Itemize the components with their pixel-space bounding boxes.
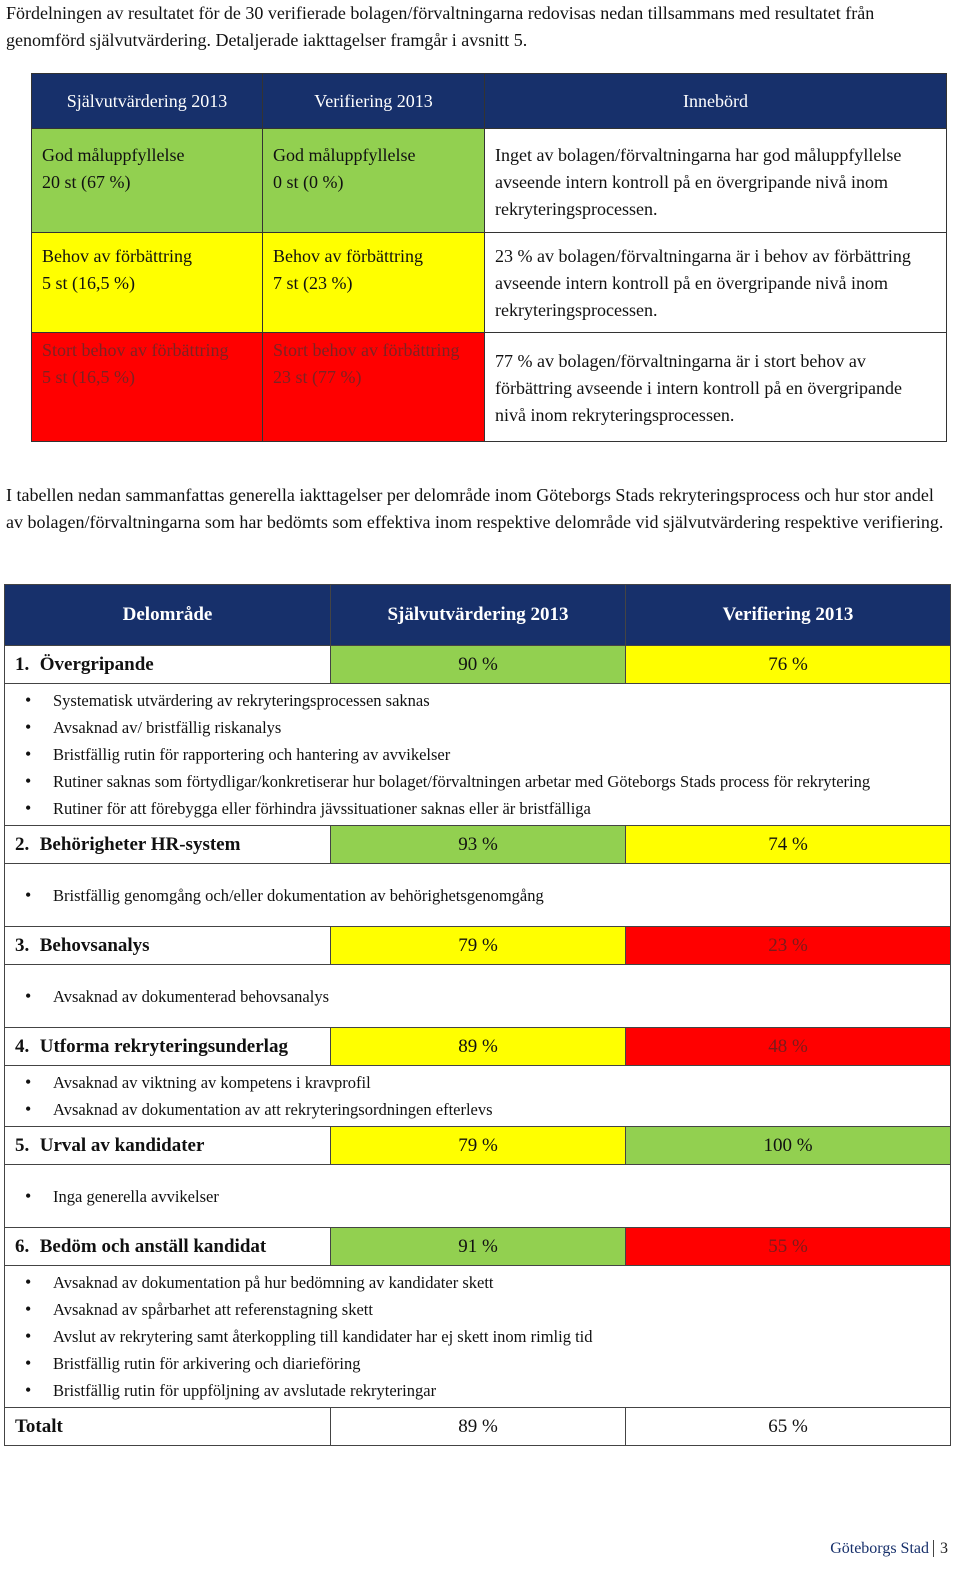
header-self-2013: Självutvärdering 2013 [331, 585, 626, 646]
section-name: 2. Behörigheter HR-system [5, 826, 331, 864]
list-item: • Avsaknad av spårbarhet att referenstagning skett [53, 1296, 950, 1323]
self-improve-value: 5 st (16,5 %) [42, 273, 135, 293]
list-item: • Rutiner för att förebygga eller förhindra jävssituationer saknas eller är bristfälliga [53, 795, 950, 822]
list-item: • Bristfällig rutin för rapportering och hantering av avvikelser [53, 741, 950, 768]
ver-major-label: Stort behov av förbättring [273, 340, 460, 360]
self-good-value: 20 st (67 %) [42, 172, 131, 192]
section-name: 5. Urval av kandidater [5, 1127, 331, 1165]
section-self-value: 89 % [331, 1028, 626, 1066]
self-good-label: God måluppfyllelse [42, 145, 185, 165]
section-ver-value: 55 % [626, 1228, 951, 1266]
list-item: • Avsaknad av dokumentation av att rekryteringsordningen efterlevs [53, 1096, 950, 1123]
list-item: • Avsaknad av dokumenterad behovsanalys [53, 983, 950, 1010]
list-item: • Avsaknad av viktning av kompetens i kravprofil [53, 1069, 950, 1096]
list-item: • Inga generella avvikelser [53, 1183, 950, 1210]
total-label: Totalt [5, 1408, 331, 1446]
section-name: 3. Behovsanalys [5, 927, 331, 965]
ver-good-label: God måluppfyllelse [273, 145, 416, 165]
header-verification: Verifiering 2013 [263, 74, 485, 129]
list-item: • Avsaknad av/ bristfällig riskanalys [53, 714, 950, 741]
section-name: 1. Övergripande [5, 646, 331, 684]
ver-improve-value: 7 st (23 %) [273, 273, 353, 293]
list-item: • Bristfällig genomgång och/eller dokumentation av behörighetsgenomgång [53, 882, 950, 909]
summary-table [31, 73, 947, 442]
section-self-value: 90 % [331, 646, 626, 684]
section-name: 6. Bedöm och anställ kandidat [5, 1228, 331, 1266]
page-footer [830, 1540, 948, 1558]
section-self-value: 93 % [331, 826, 626, 864]
list-item: • Bristfällig rutin för uppföljning av avslutade rekryteringar [53, 1377, 950, 1404]
self-major-value: 5 st (16,5 %) [42, 367, 135, 387]
ver-major-value: 23 st (77 %) [273, 367, 362, 387]
header-meaning: Innebörd [485, 74, 947, 129]
list-item: • Avslut av rekrytering samt återkoppling till kandidater har ej skett inom rimlig tid [53, 1323, 950, 1350]
section-self-value: 79 % [331, 927, 626, 965]
intro-text: Fördelningen av resultatet för de 30 verifierade bolagen/förvaltningarna redovisas nedan tillsammans med resultatet från genomförd självutvärdering. Detaljerade iakttagelser framgår i avsnitt 5. [6, 3, 875, 50]
areas-table [4, 584, 951, 1446]
list-item: • Bristfällig rutin för arkivering och diarieföring [53, 1350, 950, 1377]
self-improve-label: Behov av förbättring [42, 246, 192, 266]
section-ver-value: 76 % [626, 646, 951, 684]
section-self-value: 79 % [331, 1127, 626, 1165]
meaning-major: 77 % av bolagen/förvaltningarna är i stort behov av förbättring avseende i intern kontroll på en övergripande nivå inom rekryteringsprocessen. [485, 333, 947, 442]
section-ver-value: 100 % [626, 1127, 951, 1165]
section-ver-value: 48 % [626, 1028, 951, 1066]
list-item: • Rutiner saknas som förtydligar/konkretiserar hur bolaget/förvaltningen arbetar med Göteborgs Stads process för rekrytering [53, 768, 950, 795]
page-number: 3 [933, 1540, 948, 1557]
section-ver-value: 23 % [626, 927, 951, 965]
list-item: • Avsaknad av dokumentation på hur bedömning av kandidater skett [53, 1269, 950, 1296]
summary-paragraph: I tabellen nedan sammanfattas generella iakttagelser per delområde inom Göteborgs Stads rekryteringsprocess och hur stor andel av bolagen/förvaltningarna som har bedömts som effektiva inom respektive delområde vid självutvärdering respektive verifiering. [6, 485, 944, 532]
ver-good-value: 0 st (0 %) [273, 172, 344, 192]
header-self: Självutvärdering 2013 [32, 74, 263, 129]
list-item: • Systematisk utvärdering av rekryteringsprocessen saknas [53, 687, 950, 714]
footer-org: Göteborgs Stad [830, 1540, 929, 1557]
header-ver-2013: Verifiering 2013 [626, 585, 951, 646]
total-ver-value: 65 % [626, 1408, 951, 1446]
section-name: 4. Utforma rekryteringsunderlag [5, 1028, 331, 1066]
ver-improve-label: Behov av förbättring [273, 246, 423, 266]
self-major-label: Stort behov av förbättring [42, 340, 229, 360]
section-self-value: 91 % [331, 1228, 626, 1266]
meaning-improve: 23 % av bolagen/förvaltningarna är i behov av förbättring avseende intern kontroll på en övergripande nivå inom rekryteringsprocessen. [485, 233, 947, 333]
total-self-value: 89 % [331, 1408, 626, 1446]
header-area: Delområde [5, 585, 331, 646]
section-ver-value: 74 % [626, 826, 951, 864]
meaning-good: Inget av bolagen/förvaltningarna har god måluppfyllelse avseende intern kontroll på en övergripande nivå inom rekryteringsprocessen. [485, 129, 947, 233]
